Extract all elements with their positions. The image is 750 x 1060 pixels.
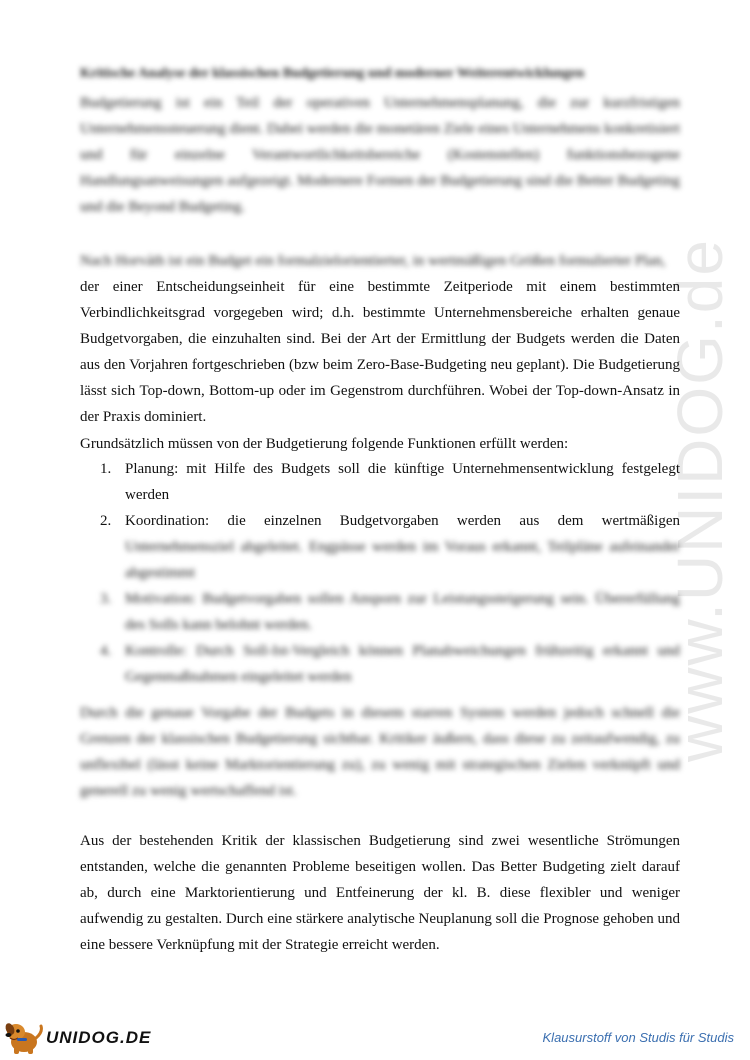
list-item-planung	[80, 456, 680, 508]
paragraph-intro: Budgetierung ist ein Teil der operativen Unternehmensplanung, die zur kurzfristigen Unternehmenssteuerung dient. Dabei werden die monetären Ziele eines Unternehmens konkretisiert und für einzelne Verantwortlichkeitsbereiche (Kostenstellen) funktionsbezogene Handlungsanweisungen aufgezeigt. Modernere Formen der Budgetierung sind die Better Budgeting und die Beyond Budgeting.	[80, 95, 680, 215]
unidog-logo	[0, 1018, 151, 1058]
footer-tagline: Klausurstoff von Studis für Studis	[542, 1030, 734, 1045]
list-number: 2.	[100, 513, 112, 529]
list-number: 3.	[100, 591, 112, 607]
paragraph-definition: der einer Entscheidungseinheit für eine bestimmte Zeitperiode mit einem bestimmten Verbindlichkeitsgrad vorgegeben wird; d.h. bestimmte Unternehmensbereiche erhalten genaue Budgetvorgaben, die einzuhalten sind. Bei der Art der Ermittlung der Budgets werden die Daten aus den Vorjahren fortgeschrieben (bzw beim Zero-Base-Budgeting neu geplant). Die Budgetierung lässt sich Top-down, Bottom-up oder im Gegenstrom durchführen. Wobei der Top-down-Ansatz in der Praxis dominiert.	[80, 279, 680, 425]
logo-text: UNIDOG.DE	[46, 1028, 152, 1047]
dog-mascot-icon	[0, 1020, 44, 1056]
list-number: 1.	[100, 461, 112, 477]
list-item-motivation	[80, 586, 680, 638]
watermark: www.UNIDOG.de	[664, 238, 736, 762]
list-item-text: Kontrolle: Durch Soll-Ist-Vergleich können Planabweichungen frühzeitig erkannt und Gegenmaßnahmen eingeleitet werden	[125, 643, 680, 685]
list-item-text: Motivation: Budgetvorgaben sollen Ansporn zur Leistungssteigerung sein. Übererfüllung des Solls kann belohnt werden.	[125, 591, 680, 633]
paragraph-definition-first-line: Nach Horváth ist ein Budget ein formalzielorientierter, in wertmäßigen Größen formulierter Plan,	[80, 253, 666, 269]
list-item-kontrolle	[80, 638, 680, 690]
document-title: Kritische Analyse der klassischen Budgetierung und moderner Weiterentwicklungen	[80, 66, 585, 81]
paragraph-better-budgeting: Aus der bestehenden Kritik der klassischen Budgetierung sind zwei wesentliche Strömungen entstanden, welche die genannten Probleme beseitigen wollen. Das Better Budgeting zielt darauf ab, durch eine Marktorientierung und Entfeinerung der kl. B. diese flexibler und weniger aufwendig zu gestalten. Durch eine stärkere analytische Neuplanung soll die Prognose gehoben und eine bessere Verknüpfung mit der Strategie erreicht werden.	[80, 833, 680, 953]
functions-intro: Grundsätzlich müssen von der Budgetierung folgende Funktionen erfüllt werden:	[80, 436, 569, 452]
paragraph-critique: Durch die genaue Vorgabe der Budgets in diesem starren System werden jedoch schnell die Grenzen der klassischen Budgetierung sichtbar. Kritiker äußern, dass diese zu zeitaufwendig, zu unflexibel (lässt keine Marktorientierung zu), zu wenig mit strategischen Zielen verknüpft und generell zu wenig wertschaffend ist.	[80, 705, 680, 799]
list-number: 4.	[100, 643, 112, 659]
functions-list	[80, 456, 680, 690]
list-item-koordination	[80, 508, 680, 586]
list-item-text-blurred: Unternehmensziel abgeleitet. Engpässe werden im Voraus erkannt, Teilpläne aufeinander abgestimmt	[125, 539, 680, 581]
list-item-text: Planung: mit Hilfe des Budgets soll die künftige Unternehmensentwicklung festgelegt werden	[125, 461, 680, 503]
list-item-text: Koordination: die einzelnen Budgetvorgaben werden aus dem wertmäßigen	[125, 513, 680, 529]
